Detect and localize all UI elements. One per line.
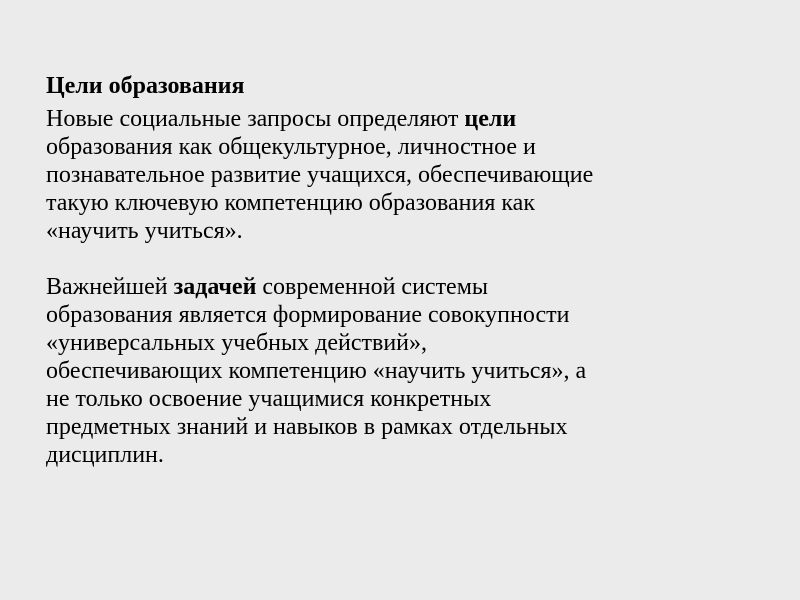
paragraph-line: «универсальных учебных действий»,: [46, 330, 427, 356]
text-run: Важнейшей: [46, 274, 174, 300]
paragraph-task: [46, 273, 746, 469]
paragraph-line: предметных знаний и навыков в рамках отдельных: [46, 414, 568, 440]
paragraph-line: обеспечивающих компетенцию «научить учиться», а: [46, 358, 587, 384]
emphasis-task: задачей: [173, 274, 257, 300]
paragraph-line: такую ключевую компетенцию образования как: [46, 190, 535, 216]
paragraph-line: образования как общекультурное, личностное и: [46, 134, 536, 160]
paragraph-line: не только освоение учащимися конкретных: [46, 386, 492, 412]
paragraph-line: познавательное развитие учащихся, обеспечивающие: [46, 162, 594, 188]
emphasis-goals: цели: [464, 106, 517, 132]
paragraph-goals: [46, 105, 746, 245]
paragraph-line: [46, 273, 746, 301]
paragraph-line: образования является формирование совокупности: [46, 302, 570, 328]
text-run: современной системы: [256, 274, 489, 300]
text-run: Новые социальные запросы определяют: [46, 106, 465, 132]
paragraph-line: «научить учиться».: [46, 218, 243, 244]
paragraph-line: дисциплин.: [46, 442, 164, 468]
paragraph-line: [46, 105, 746, 133]
slide-title: Цели образования: [46, 73, 245, 99]
